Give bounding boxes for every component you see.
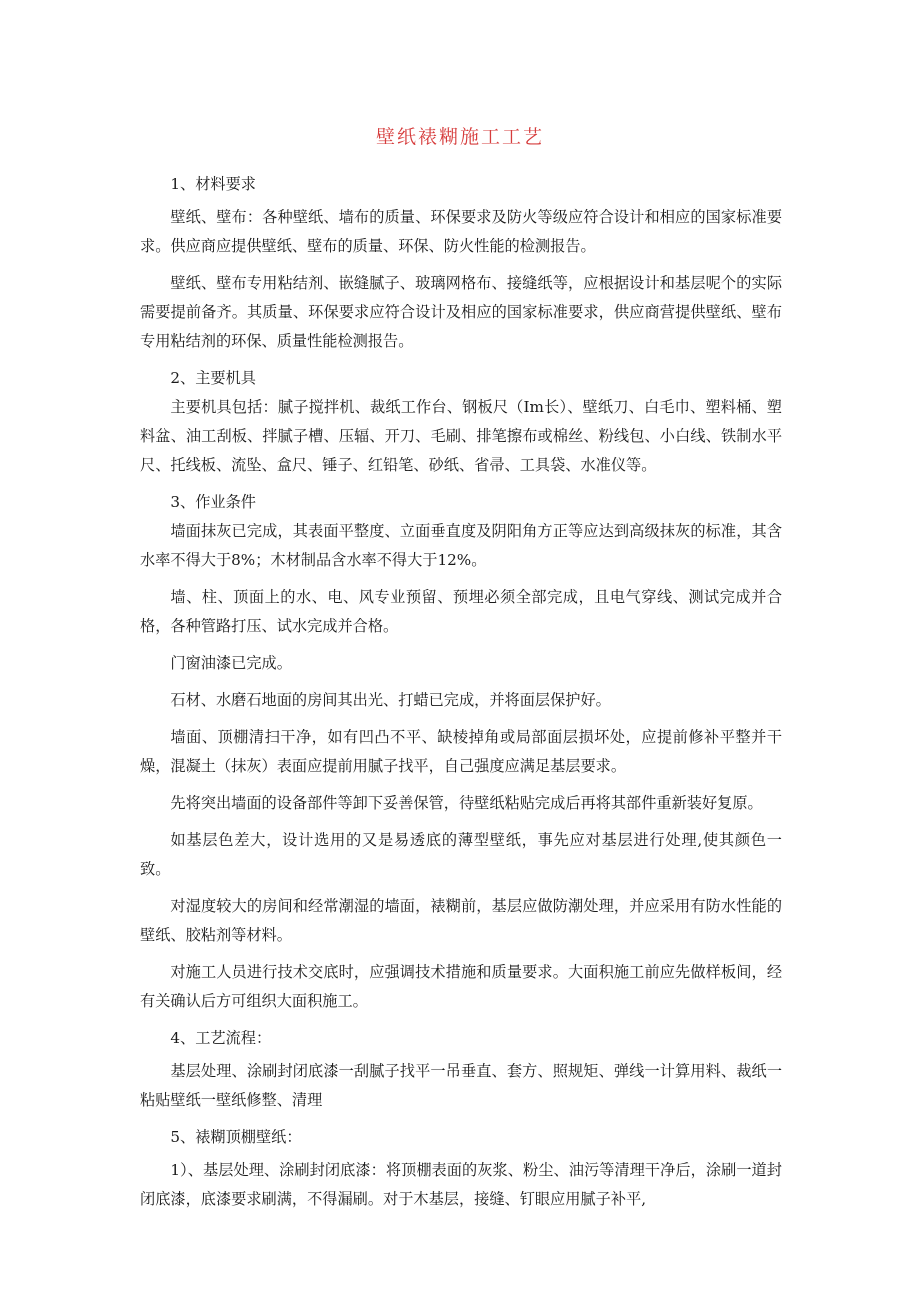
- paragraph: 基层处理、涂刷封闭底漆一刮腻子找平一吊垂直、套方、照规矩、弹线一计算用料、裁纸一粘贴壁纸一壁纸修整、清理: [140, 1062, 782, 1109]
- section-heading-tools: 2、主要机具: [170, 369, 256, 387]
- section-heading-process: 4、工艺流程：: [170, 1029, 272, 1047]
- paragraph: 门窗油漆已完成。: [170, 654, 292, 672]
- paragraph: 墙、柱、顶面上的水、电、风专业预留、预埋必须全部完成，且电气穿线、测试完成并合格，各种管路打压、试水完成并合格。: [140, 588, 782, 635]
- section-heading-conditions: 3、作业条件: [170, 493, 256, 511]
- page-title: 壁纸裱糊施工工艺: [375, 126, 544, 148]
- section-heading-ceiling: 5、裱糊顶棚壁纸：: [170, 1128, 302, 1146]
- paragraph: 先将突出墙面的设备部件等卸下妥善保管，待壁纸粘贴完成后再将其部件重新装好复原。: [170, 794, 763, 812]
- section-heading-materials: 1、材料要求: [170, 175, 256, 193]
- paragraph: 墙面、顶棚清扫干净，如有凹凸不平、缺棱掉角或局部面层损坏处，应提前修补平整并干燥，混凝土（抹灰）表面应提前用腻子找平，自己强度应满足基层要求。: [140, 728, 782, 775]
- paragraph: 如基层色差大，设计选用的又是易透底的薄型壁纸，事先应对基层进行处理,使其颜色一致。: [140, 831, 782, 878]
- paragraph: 主要机具包括：腻子搅拌机、裁纸工作台、钢板尺（Im长）、壁纸刀、白毛巾、塑料桶、塑料盆、油工刮板、拌腻子槽、压辐、开刀、毛刷、排笔擦布或棉丝、粉线包、小白线、铁制水平尺、托线板、流坠、盒尺、锤子、红铅笔、砂纸、省帚、工具袋、水准仪等。: [140, 398, 782, 474]
- paragraph: 对施工人员进行技术交底时，应强调技术措施和质量要求。大面积施工前应先做样板间，经有关确认后方可组织大面积施工。: [140, 963, 782, 1010]
- paragraph: 石材、水磨石地面的房间其出光、打蜡已完成，并将面层保护好。: [170, 691, 611, 709]
- document-body: [140, 170, 782, 1222]
- paragraph: 墙面抹灰已完成，其表面平整度、立面垂直度及阴阳角方正等应达到高级抹灰的标准，其含水率不得大于8%；木材制品含水率不得大于12%。: [140, 522, 782, 569]
- paragraph: 壁纸、壁布：各种壁纸、墙布的质量、环保要求及防火等级应符合设计和相应的国家标准要求。供应商应提供壁纸、壁布的质量、环保、防火性能的检测报告。: [140, 208, 782, 255]
- paragraph: 1）、基层处理、涂刷封闭底漆：将顶棚表面的灰浆、粉尘、油污等清理干净后，涂刷一道封闭底漆，底漆要求刷满，不得漏刷。对于木基层，接缝、钉眼应用腻子补平,: [140, 1161, 782, 1208]
- paragraph: 对湿度较大的房间和经常潮湿的墙面，裱糊前，基层应做防潮处理，并应采用有防水性能的壁纸、胶粘剂等材料。: [140, 897, 782, 944]
- paragraph: 壁纸、壁布专用粘结剂、嵌缝腻子、玻璃网格布、接缝纸等，应根据设计和基层呢个的实际需要提前备齐。其质量、环保要求应符合设计及相应的国家标准要求，供应商营提供壁纸、壁布专用粘结剂的环保、质量性能检测报告。: [140, 274, 782, 350]
